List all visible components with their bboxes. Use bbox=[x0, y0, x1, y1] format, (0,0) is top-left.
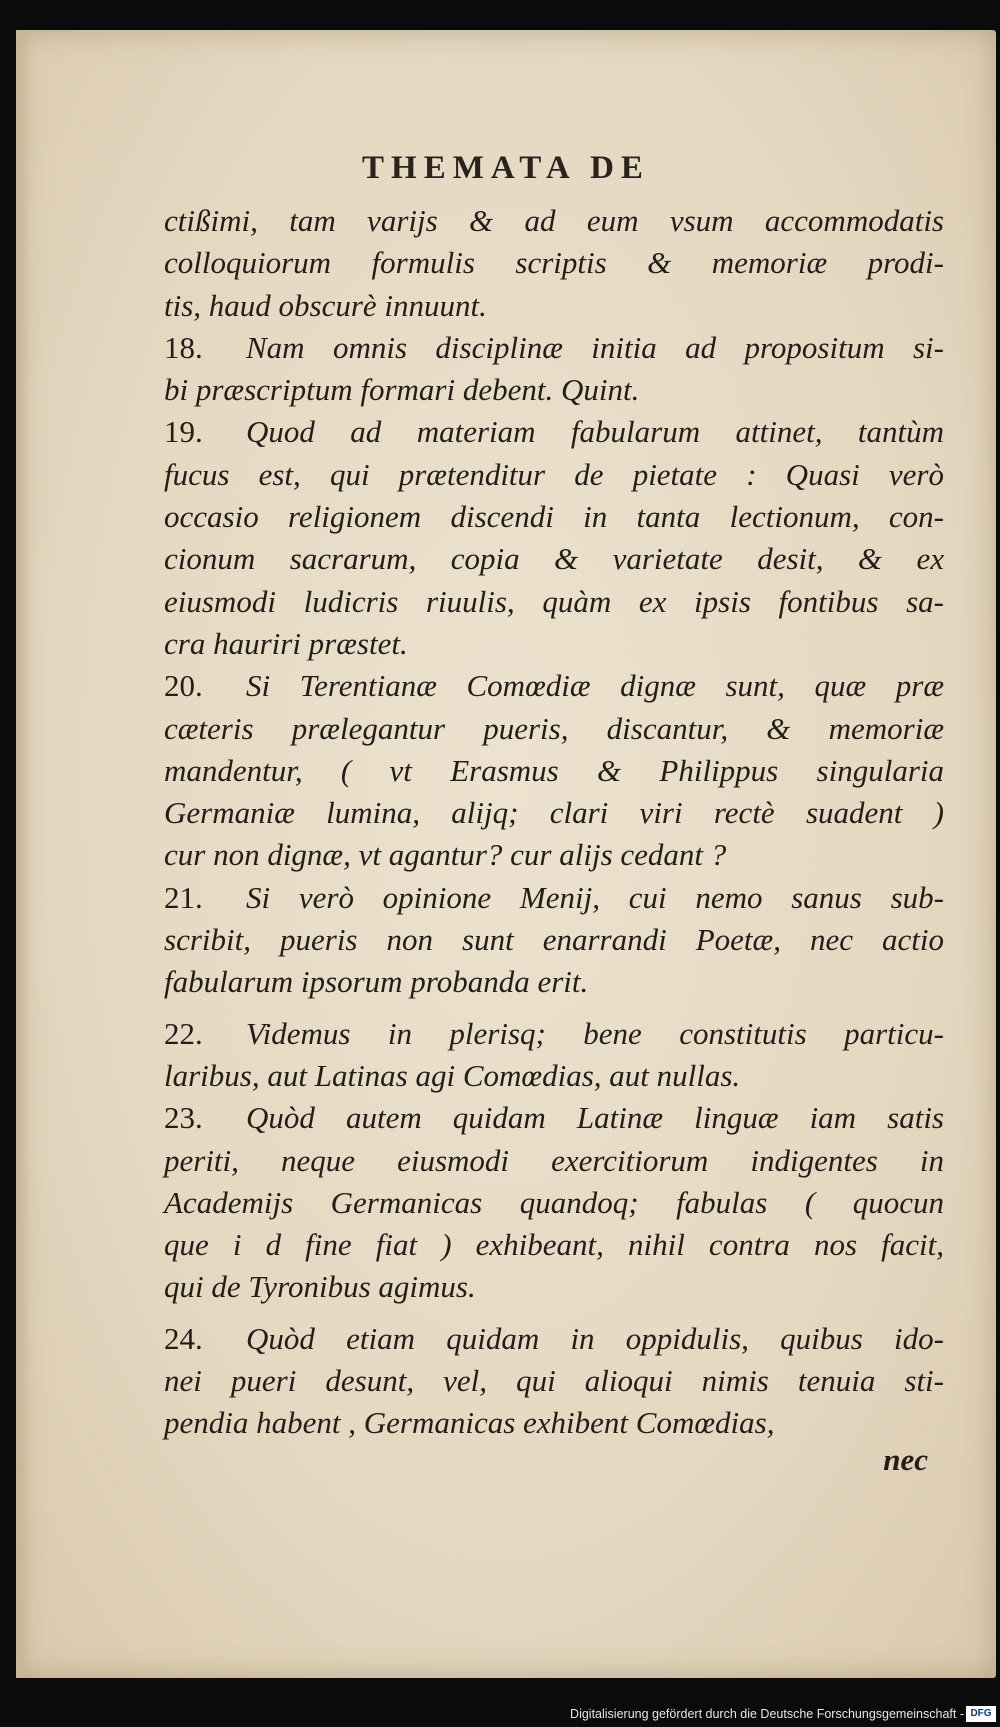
text-line bbox=[164, 792, 944, 834]
line-text: ctißimi, tam varijs & ad eum vsum accommodatis bbox=[164, 203, 944, 238]
line-text: Quòd autem quidam Latinæ linguæ iam satis bbox=[246, 1100, 944, 1136]
line-text: Germaniæ lumina, alijq; clari viri rectè suadent ) bbox=[164, 795, 944, 831]
line-text: colloquiorum formulis scriptis & memoriæ prodi- bbox=[164, 245, 944, 281]
line-text: cur non dignæ, vt agantur? cur alijs cedant ? bbox=[164, 837, 727, 873]
text-line bbox=[164, 1055, 944, 1097]
line-text: Academijs Germanicas quandoq; fabulas ( quocun bbox=[164, 1184, 944, 1220]
line-text: occasio religionem discendi in tanta lectionum, con- bbox=[164, 499, 944, 535]
line-text: cionum sacrarum, copia & varietate desit, & ex bbox=[164, 541, 944, 577]
line-text: Si verò opinione Menij, cui nemo sanus sub- bbox=[246, 879, 944, 915]
line-text: que i d fine fiat ) exhibeant, nihil contra nos facit, bbox=[164, 1227, 944, 1263]
footer-credit: Digitalisierung gefördert durch die Deutsche Forschungsgemeinschaft - bbox=[570, 1707, 964, 1721]
line-text: cra hauriri præstet. bbox=[164, 625, 408, 661]
text-line bbox=[164, 877, 944, 919]
line-text: laribus, aut Latinas agi Comœdias, aut nullas. bbox=[164, 1057, 741, 1093]
thesis-number: 22. bbox=[164, 1015, 203, 1051]
text-line bbox=[164, 1266, 944, 1308]
page-edge-shadow bbox=[16, 30, 30, 1678]
text-line bbox=[164, 919, 944, 961]
text-line bbox=[164, 1360, 944, 1402]
line-text: Si Terentianæ Comœdiæ dignæ sunt, quæ præ bbox=[246, 668, 944, 704]
text-line bbox=[164, 285, 944, 327]
thesis-number: 24. bbox=[164, 1320, 203, 1356]
line-text: periti, neque eiusmodi exercitiorum indigentes in bbox=[164, 1142, 944, 1178]
line-text: Quod ad materiam fabularum attinet, tantùm bbox=[246, 414, 944, 450]
running-head: THEMATA DE bbox=[362, 150, 650, 186]
text-line bbox=[164, 961, 944, 1003]
text-line bbox=[164, 1318, 944, 1360]
line-text: cæteris prælegantur pueris, discantur, & memoriæ bbox=[164, 710, 944, 746]
text-line bbox=[164, 327, 944, 369]
text-line bbox=[164, 1097, 944, 1139]
thesis-number: 23. bbox=[164, 1100, 203, 1136]
thesis-number: 19. bbox=[164, 414, 203, 450]
text-line bbox=[164, 1224, 944, 1266]
text-line bbox=[164, 750, 944, 792]
text-line bbox=[164, 1182, 944, 1224]
text-line bbox=[164, 200, 944, 242]
text-line bbox=[164, 1140, 944, 1182]
text-line bbox=[164, 581, 944, 623]
catchword: nec bbox=[883, 1442, 928, 1477]
text-line bbox=[164, 708, 944, 750]
line-text: Nam omnis disciplinæ initia ad propositum si- bbox=[246, 329, 944, 365]
thesis-number: 21. bbox=[164, 879, 203, 915]
line-text: scribit, pueris non sunt enarrandi Poetæ, nec actio bbox=[164, 922, 944, 958]
line-text: qui de Tyronibus agimus. bbox=[164, 1269, 476, 1305]
line-text: tis, haud obscurè innuunt. bbox=[164, 287, 487, 323]
text-line bbox=[164, 496, 944, 538]
text-line bbox=[164, 834, 944, 876]
text-line bbox=[164, 665, 944, 707]
line-text: mandentur, ( vt Erasmus & Philippus singularia bbox=[164, 752, 944, 788]
thesis-number: 20. bbox=[164, 668, 203, 704]
line-text: nei pueri desunt, vel, qui alioqui nimis tenuia sti- bbox=[164, 1363, 944, 1399]
text-line bbox=[164, 454, 944, 496]
thesis-number: 18. bbox=[164, 329, 203, 365]
text-line bbox=[164, 242, 944, 284]
line-text: eiusmodi ludicris riuulis, quàm ex ipsis fontibus sa- bbox=[164, 583, 944, 619]
text-line bbox=[164, 369, 944, 411]
text-line bbox=[164, 1013, 944, 1055]
text-line bbox=[164, 1402, 944, 1444]
line-text: pendia habent , Germanicas exhibent Comœdias, bbox=[164, 1405, 775, 1441]
line-text: bi præscriptum formari debent. Quint. bbox=[164, 372, 640, 408]
line-text: fabularum ipsorum probanda erit. bbox=[164, 964, 589, 1000]
line-text: Quòd etiam quidam in oppidulis, quibus ido- bbox=[246, 1320, 944, 1356]
text-line bbox=[164, 623, 944, 665]
line-text: Videmus in plerisq; bene constitutis particu- bbox=[246, 1015, 944, 1051]
dfg-logo: DFG bbox=[966, 1706, 996, 1722]
line-text: fucus est, qui prætenditur de pietate : Quasi verò bbox=[164, 456, 944, 492]
text-line bbox=[164, 538, 944, 580]
text-line bbox=[164, 411, 944, 453]
book-page bbox=[16, 30, 996, 1678]
body-text bbox=[164, 200, 944, 1445]
